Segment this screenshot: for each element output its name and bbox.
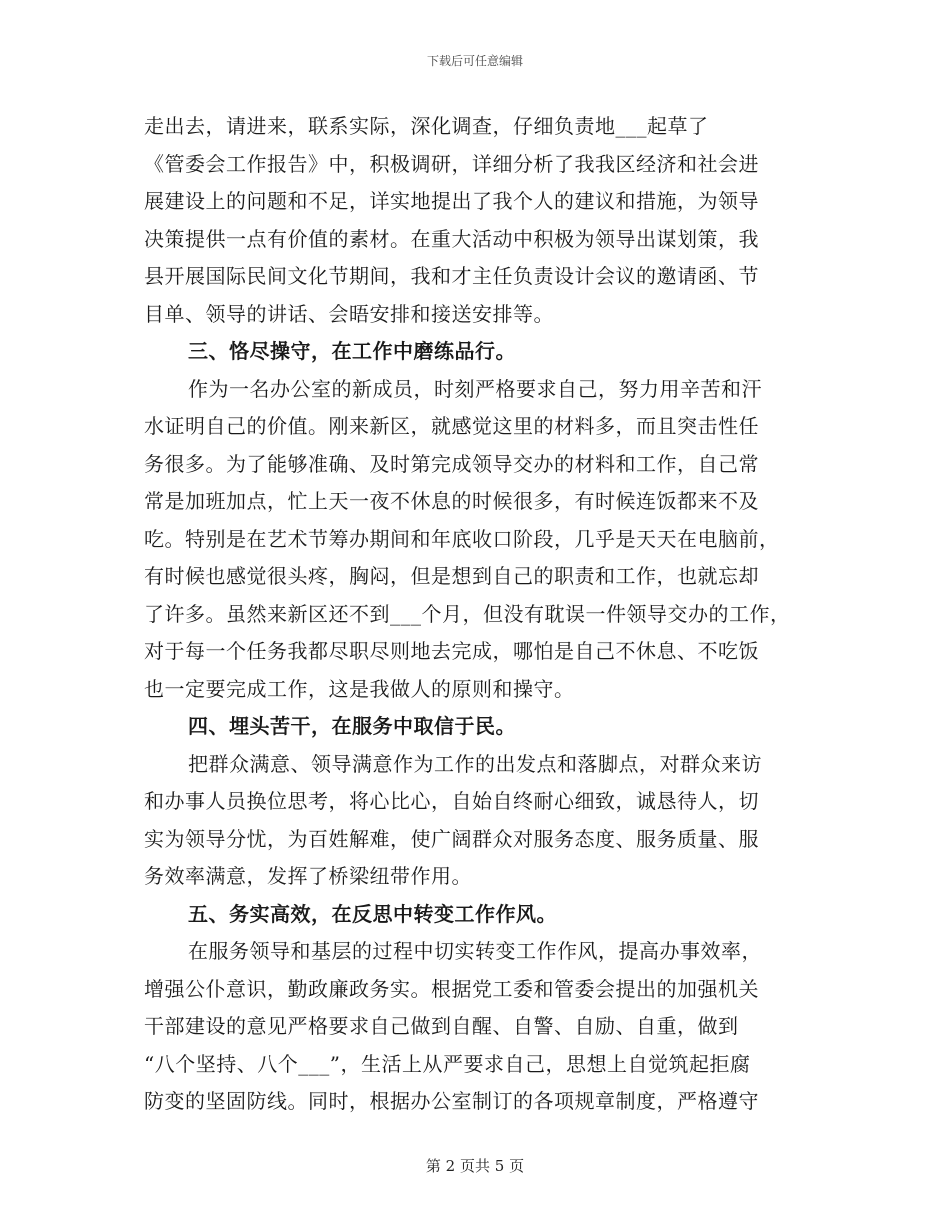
body-line: 防变的坚固防线。同时，根据办公室制订的各项规章制度，严格遵守 xyxy=(144,1089,759,1113)
body-line: 吃。特别是在艺术节筹办期间和年底收口阶段，几乎是天天在电脑前， xyxy=(144,526,780,551)
body-line: 务效率满意，发挥了桥梁纽带作用。 xyxy=(144,864,472,888)
body-line: 对于每一个任务我都尽职尽则地去完成，哪怕是自己不休息、不吃饭 xyxy=(144,639,759,663)
body-line: 也一定要完成工作，这是我做人的原则和操守。 xyxy=(144,676,575,701)
body-line: 走出去，请进来，联系实际，深化调查，仔细负责地___起草了 xyxy=(144,114,709,138)
document-body xyxy=(144,108,809,1121)
body-line: 把群众满意、领导满意作为工作的出发点和落脚点，对群众来访 xyxy=(188,751,762,776)
body-line: 增强公仆意识，勤政廉政务实。根据党工委和管委会提出的加强机关 xyxy=(144,976,759,1001)
body-line: 常是加班加点，忙上天一夜不休息的时候很多，有时候连饭都来不及 xyxy=(144,489,759,513)
section-heading-4: 四、埋头苦干，在服务中取信于民。 xyxy=(188,714,516,738)
body-line: 展建设上的问题和不足，详实地提出了我个人的建议和措施，为领导 xyxy=(144,189,759,213)
body-line: 水证明自己的价值。刚来新区，就感觉这里的材料多，而且突击性任 xyxy=(144,414,759,438)
section-heading-3: 三、恪尽操守，在工作中磨练品行。 xyxy=(188,339,516,363)
body-line: 实为领导分忧，为百姓解难，使广阔群众对服务态度、服务质量、服 xyxy=(144,826,759,851)
body-line: 干部建设的意见严格要求自己做到自醒、自警、自励、自重，做到 xyxy=(144,1014,739,1038)
body-line: 务很多。为了能够准确、及时第完成领导交办的材料和工作，自己常 xyxy=(144,451,759,476)
body-line: 县开展国际民间文化节期间，我和才主任负责设计会议的邀请函、节 xyxy=(144,264,759,288)
body-line: “八个坚持、八个___”，生活上从严要求自己，思想上自觉筑起拒腐 xyxy=(144,1051,751,1076)
body-line: 作为一名办公室的新成员，时刻严格要求自己，努力用辛苦和汗 xyxy=(188,376,762,401)
body-line: 和办事人员换位思考，将心比心，自始自终耐心细致，诚恳待人，切 xyxy=(144,789,759,813)
body-line: 有时候也感觉很头疼，胸闷，但是想到自己的职责和工作，也就忘却 xyxy=(144,564,759,588)
body-line: 在服务领导和基层的过程中切实转变工作作风，提高办事效率， xyxy=(188,939,762,963)
body-line: 目单、领导的讲话、会晤安排和接送安排等。 xyxy=(144,301,554,326)
page-footer: 第 2 页共 5 页 xyxy=(425,1157,525,1175)
body-line: 了许多。虽然来新区还不到___个月，但没有耽误一件领导交办的工作， xyxy=(144,601,791,626)
page-header: 下载后可任意编辑 xyxy=(426,54,523,68)
section-heading-5: 五、务实高效，在反思中转变工作作风。 xyxy=(188,901,557,926)
body-line: 决策提供一点有价值的素材。在重大活动中积极为领导出谋划策，我 xyxy=(144,226,759,251)
body-line: 《管委会工作报告》中，积极调研，详细分析了我我区经济和社会进 xyxy=(144,151,759,176)
